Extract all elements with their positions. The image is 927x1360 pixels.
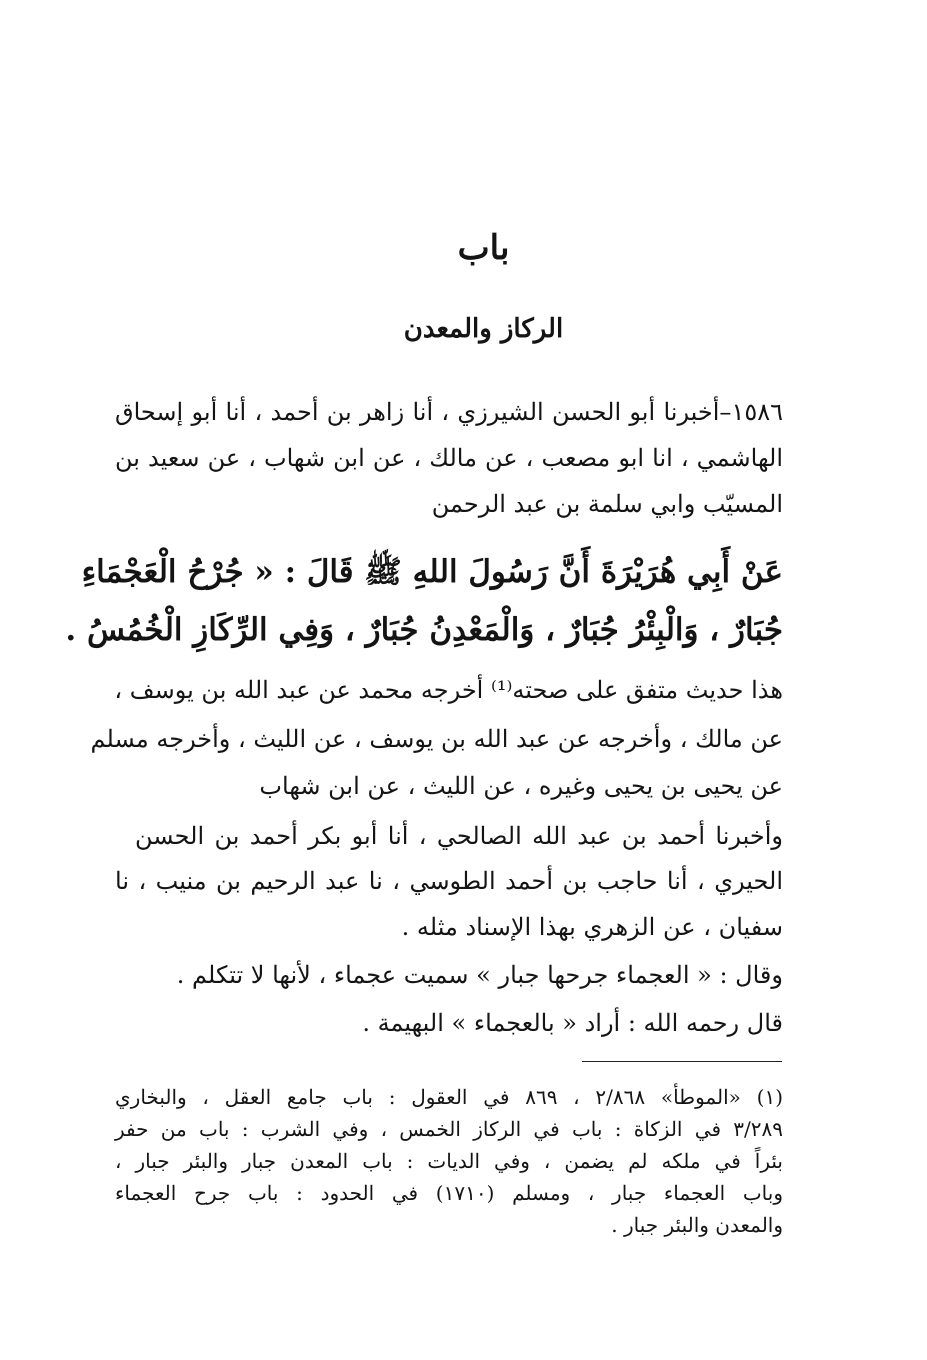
isnad2-line-2: الحيري ، أنا حاجب بن أحمد الطوسي ، نا عبد الرحيم بن منيب ، نا [115, 867, 783, 895]
footnote-separator [582, 1061, 782, 1062]
author-comment-line: قال رحمه الله : أراد « بالعجماء » البهيمة . [362, 1009, 783, 1037]
hadith-line-1: عَنْ أَبِي هُرَيْرَةَ أَنَّ رَسُولَ اللهِ ﷺ قَالَ : « جُرْحُ الْعَجْمَاءِ [81, 554, 783, 590]
footnote-line-3: بئراً في ملكه لم يضمن ، وفي الديات : باب المعدن جبار والبئر جبار ، [115, 1149, 783, 1173]
footnote-line-2: ٣/٢٨٩ في الزكاة : باب في الركاز الخمس ، وفي الشرب : باب من حفر [115, 1117, 783, 1141]
takhrij-line-2: عن مالك ، وأخرجه عن عبد الله بن يوسف ، عن الليث ، وأخرجه مسلم [90, 725, 783, 753]
takhrij-line-3: عن يحيى بن يحيى وغيره ، عن الليث ، عن ابن شهاب [259, 772, 783, 800]
takhrij-line-1: هذا حديث متفق على صحته⁽¹⁾ أخرجه محمد عن عبد الله بن يوسف ، [114, 676, 783, 704]
explanation-line: وقال : « العجماء جرحها جبار » سميت عجماء ، لأنها لا تتكلم . [176, 961, 783, 989]
isnad2-line-3: سفيان ، عن الزهري بهذا الإسناد مثله . [401, 913, 783, 941]
chapter-title: الركاز والمعدن [403, 314, 564, 344]
hadith-line-2: جُبَارٌ ، وَالْبِئْرُ جُبَارٌ ، وَالْمَعْدِنُ جُبَارٌ ، وَفِي الرِّكَازِ الْخُمُسُ . [65, 612, 783, 648]
footnote-line-4: وباب العجماء جبار ، ومسلم (١٧١٠) في الحدود : باب جرح العجماء [115, 1181, 783, 1205]
footnote-line-5: والمعدن والبئر جبار . [611, 1213, 783, 1237]
isnad-line-1: ١٥٨٦–أخبرنا أبو الحسن الشيرزي ، أنا زاهر بن أحمد ، أنا أبو إسحاق [115, 398, 783, 426]
isnad-line-3: المسيّب وابي سلمة بن عبد الرحمن [431, 490, 783, 518]
chapter-heading: باب [457, 228, 510, 268]
footnote-line-1: (١) «الموطأ» ٢/٨٦٨ ، ٨٦٩ في العقول : باب جامع العقل ، والبخاري [115, 1085, 783, 1109]
isnad2-line-1: وأخبرنا أحمد بن عبد الله الصالحي ، أنا أبو بكر أحمد بن الحسن [135, 822, 783, 850]
isnad-line-2: الهاشمي ، انا ابو مصعب ، عن مالك ، عن ابن شهاب ، عن سعيد بن [115, 444, 783, 472]
